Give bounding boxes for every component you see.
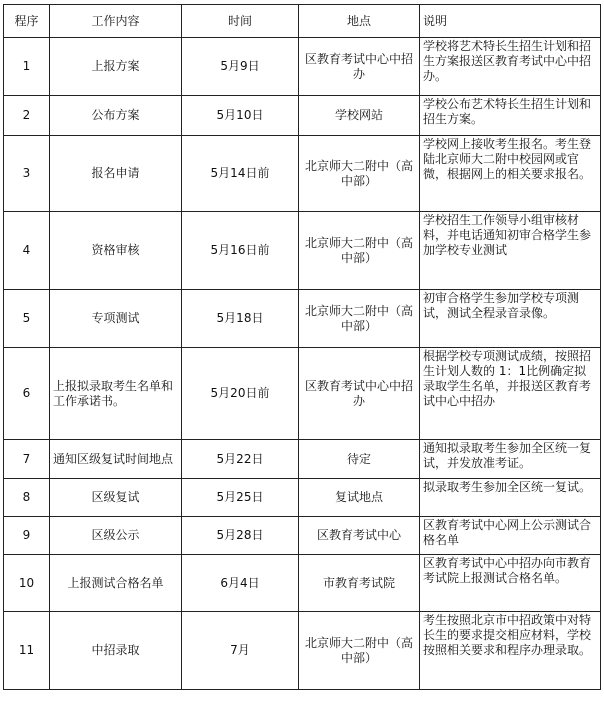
desc-cell: 学校网上接收考生报名。考生登陆北京师大二附中校园网或官微，根据网上的相关要求报名。 bbox=[420, 136, 601, 212]
desc-cell: 根据学校专项测试成绩，按照招生计划人数的 1：1比例确定拟录取学生名单，并报送区教育考试中心中招办 bbox=[420, 348, 601, 440]
table-row bbox=[4, 38, 601, 96]
time-cell: 5月14日前 bbox=[182, 136, 299, 212]
task-cell: 区级公示 bbox=[50, 517, 182, 555]
time-cell: 5月9日 bbox=[182, 38, 299, 96]
table-row bbox=[4, 517, 601, 555]
step-number: 8 bbox=[4, 479, 50, 517]
table-header-row bbox=[4, 5, 601, 38]
time-cell: 5月18日 bbox=[182, 290, 299, 348]
admission-schedule-table bbox=[3, 4, 601, 690]
place-cell: 北京师大二附中（高中部） bbox=[299, 136, 420, 212]
step-number: 4 bbox=[4, 212, 50, 290]
time-cell: 7月 bbox=[182, 612, 299, 690]
time-cell: 6月4日 bbox=[182, 555, 299, 612]
time-cell: 5月16日前 bbox=[182, 212, 299, 290]
header-place: 地点 bbox=[299, 5, 420, 38]
desc-cell: 学校将艺术特长生招生计划和招生方案报送区教育考试中心中招办。 bbox=[420, 38, 601, 96]
desc-cell: 区教育考试中心中招办向市教育考试院上报测试合格名单。 bbox=[420, 555, 601, 612]
task-cell: 公布方案 bbox=[50, 96, 182, 136]
desc-cell: 学校招生工作领导小组审核材料，并电话通知初审合格学生参加学校专业测试 bbox=[420, 212, 601, 290]
place-cell: 北京师大二附中（高中部） bbox=[299, 290, 420, 348]
desc-cell: 考生按照北京市中招政策中对特长生的要求提交相应材料，学校按照相关要求和程序办理录取。 bbox=[420, 612, 601, 690]
time-cell: 5月22日 bbox=[182, 440, 299, 479]
task-cell: 上报方案 bbox=[50, 38, 182, 96]
time-cell: 5月20日前 bbox=[182, 348, 299, 440]
header-step: 程序 bbox=[4, 5, 50, 38]
time-cell: 5月28日 bbox=[182, 517, 299, 555]
step-number: 11 bbox=[4, 612, 50, 690]
desc-cell: 拟录取考生参加全区统一复试。 bbox=[420, 479, 601, 517]
table-row bbox=[4, 612, 601, 690]
desc-cell: 学校公布艺术特长生招生计划和招生方案。 bbox=[420, 96, 601, 136]
table-row bbox=[4, 290, 601, 348]
task-cell: 区级复试 bbox=[50, 479, 182, 517]
step-number: 7 bbox=[4, 440, 50, 479]
desc-cell: 通知拟录取考生参加全区统一复试，并发放准考证。 bbox=[420, 440, 601, 479]
place-cell: 学校网站 bbox=[299, 96, 420, 136]
table-row bbox=[4, 212, 601, 290]
place-cell: 区教育考试中心中招办 bbox=[299, 348, 420, 440]
place-cell: 区教育考试中心中招办 bbox=[299, 38, 420, 96]
task-cell: 通知区级复试时间地点 bbox=[50, 440, 182, 479]
task-cell: 中招录取 bbox=[50, 612, 182, 690]
task-cell: 上报测试合格名单 bbox=[50, 555, 182, 612]
task-cell: 报名申请 bbox=[50, 136, 182, 212]
desc-cell: 区教育考试中心网上公示测试合格名单 bbox=[420, 517, 601, 555]
time-cell: 5月10日 bbox=[182, 96, 299, 136]
place-cell: 待定 bbox=[299, 440, 420, 479]
desc-cell: 初审合格学生参加学校专项测试，测试全程录音录像。 bbox=[420, 290, 601, 348]
time-cell: 5月25日 bbox=[182, 479, 299, 517]
step-number: 6 bbox=[4, 348, 50, 440]
step-number: 3 bbox=[4, 136, 50, 212]
place-cell: 复试地点 bbox=[299, 479, 420, 517]
table-row bbox=[4, 96, 601, 136]
step-number: 10 bbox=[4, 555, 50, 612]
table-row bbox=[4, 348, 601, 440]
table-row bbox=[4, 136, 601, 212]
table-row bbox=[4, 440, 601, 479]
table-row bbox=[4, 479, 601, 517]
place-cell: 区教育考试中心 bbox=[299, 517, 420, 555]
task-cell: 上报拟录取考生名单和工作承诺书。 bbox=[50, 348, 182, 440]
header-desc: 说明 bbox=[420, 5, 601, 38]
step-number: 2 bbox=[4, 96, 50, 136]
place-cell: 北京师大二附中（高中部） bbox=[299, 212, 420, 290]
task-cell: 资格审核 bbox=[50, 212, 182, 290]
place-cell: 市教育考试院 bbox=[299, 555, 420, 612]
header-task: 工作内容 bbox=[50, 5, 182, 38]
header-time: 时间 bbox=[182, 5, 299, 38]
step-number: 1 bbox=[4, 38, 50, 96]
step-number: 9 bbox=[4, 517, 50, 555]
place-cell: 北京师大二附中（高中部） bbox=[299, 612, 420, 690]
task-cell: 专项测试 bbox=[50, 290, 182, 348]
step-number: 5 bbox=[4, 290, 50, 348]
table-row bbox=[4, 555, 601, 612]
